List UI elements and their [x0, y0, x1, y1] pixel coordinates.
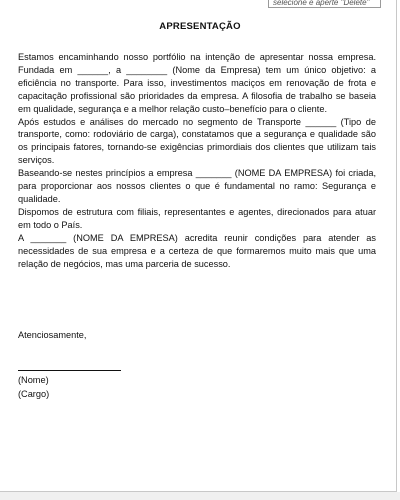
signature-line: [18, 370, 121, 371]
delete-hint-box[interactable]: selecione e aperte "Delete": [268, 0, 381, 8]
paragraph-market-study: Após estudos e análises do mercado no segmento de Transporte ______ (Tipo de transporte, como: rodoviário de carga), constatamos que a segurança e qualidade são os principais fatores, tornando-se exigências primordiais dos clientes que utilizam tais serviços.: [18, 116, 376, 166]
document-body: [18, 51, 376, 270]
paragraph-intro: Estamos encaminhando nosso portfólio na intenção de apresentar nossa empresa. Fundada em ______, a ________ (Nome da Empresa) tem um único objetivo: a eficiência no transporte. Para isso, investimentos maciços em renovação de frota e capacitação profissional são prioridades da empresa. A filosofia de trabalho se baseia em qualidade, segurança e a melhor relação custo–benefício para o cliente.: [18, 52, 376, 114]
closing-salutation: Atenciosamente,: [18, 330, 87, 340]
page-bottom-strip: [0, 492, 400, 500]
paragraph-principles: Baseando-se nestes princípios a empresa _______ (NOME DA EMPRESA) foi criada, para proporcionar aos nossos clientes o que é fundamental no ramo: Segurança e qualidade.: [18, 168, 376, 204]
paragraph-partnership: A _______ (NOME DA EMPRESA) acredita reunir condições para atender as necessidades de sua empresa e a certeza de que formaremos muito mais que uma relação de negócios, mas uma parceria de sucesso.: [18, 232, 376, 269]
paragraph-structure: Dispomos de estrutura com filiais, representantes e agentes, direcionados para atuar em todo o País.: [18, 206, 376, 230]
signature-role: (Cargo): [18, 389, 50, 399]
document-title: APRESENTAÇÃO: [159, 21, 241, 32]
signature-name: (Nome): [18, 375, 49, 385]
